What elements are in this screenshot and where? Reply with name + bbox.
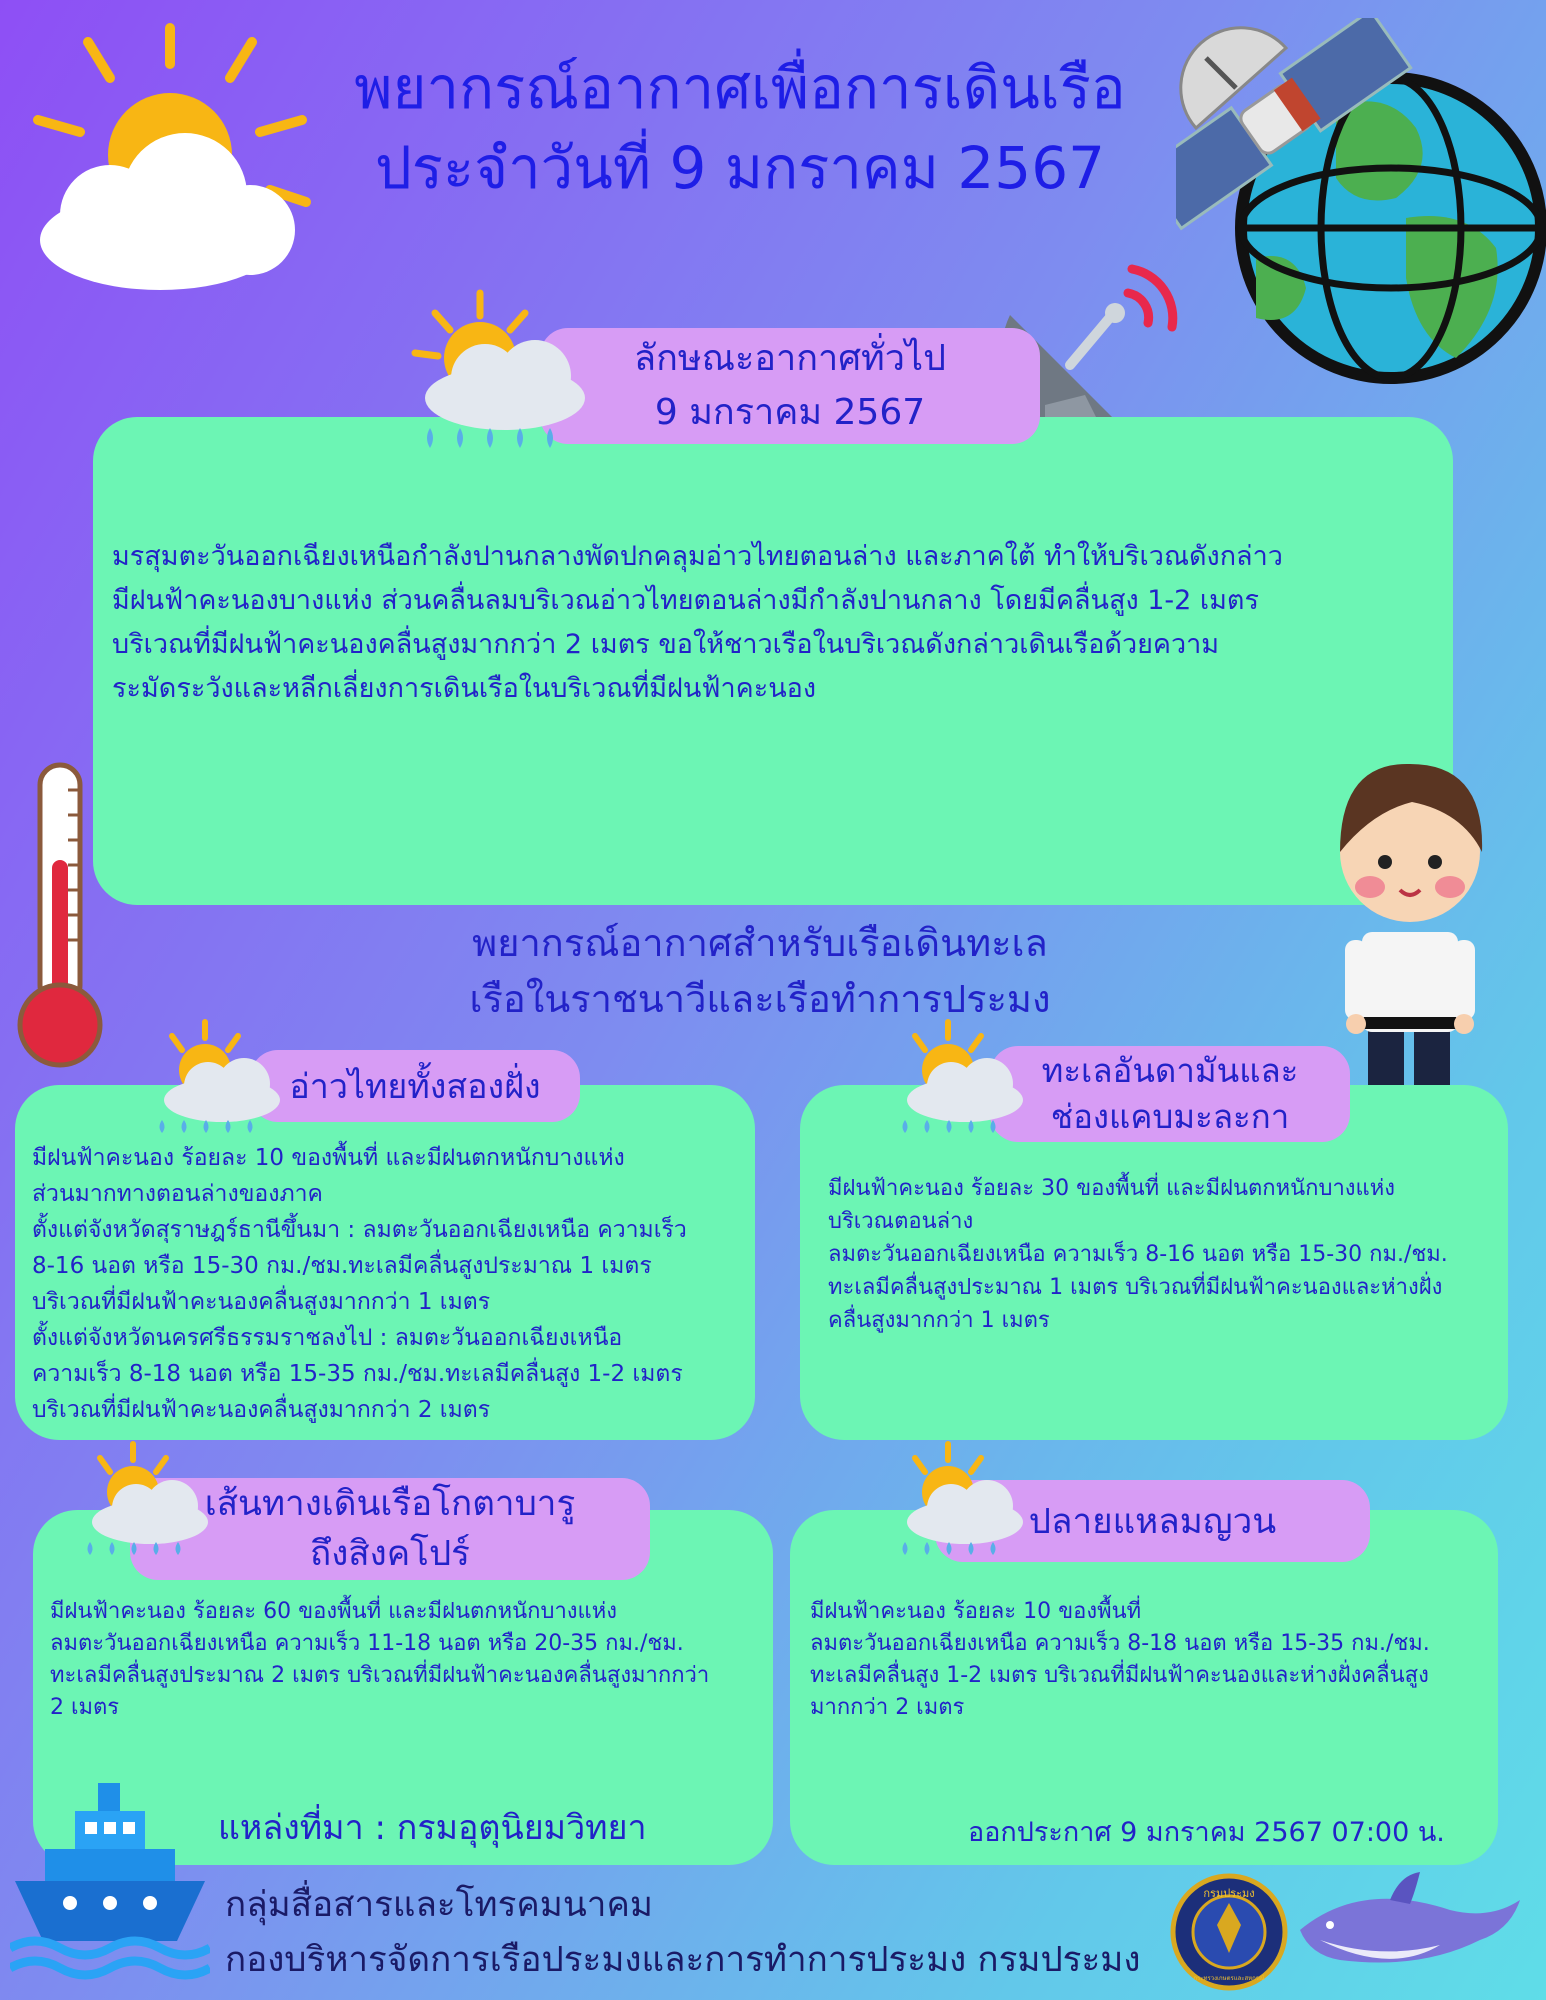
- title-line-2: ประจำวันที่ 9 มกราคม 2567: [374, 134, 1106, 202]
- kota-line: ลมตะวันออกเฉียงเหนือ ความเร็ว 11-18 นอต หรือ 20-35 กม./ชม.: [50, 1631, 684, 1656]
- source-text: แหล่งที่มา : กรมอุตุนิยมวิทยา: [218, 1808, 647, 1848]
- sun-cloud-icon: [20, 20, 320, 300]
- gulf-label: [250, 1050, 580, 1122]
- gulf-line: ความเร็ว 8-18 นอต หรือ 15-35 กม./ชม.ทะเลมีคลื่นสูง 1-2 เมตร: [32, 1361, 683, 1387]
- orca-icon: [1290, 1870, 1540, 1990]
- andaman-label-line-1: ทะเลอันดามันและ: [1041, 1051, 1299, 1090]
- kota-label-line-1: เส้นทางเดินเรือโกตาบารู: [204, 1484, 576, 1524]
- gulf-line: ตั้งแต่จังหวัดนครศรีธรรมราชลงไป : ลมตะวันออกเฉียงเหนือ: [32, 1325, 623, 1351]
- logo-top-text: กรมประมง: [1203, 1887, 1255, 1900]
- ship-icon: [10, 1778, 210, 1983]
- rain-cloud-icon: [893, 1018, 1023, 1133]
- issued-text: ออกประกาศ 9 มกราคม 2567 07:00 น.: [968, 1817, 1445, 1848]
- rain-cloud-icon: [150, 1018, 280, 1133]
- camau-line: มากกว่า 2 เมตร: [810, 1695, 965, 1720]
- andaman-line: บริเวณตอนล่าง: [828, 1209, 974, 1234]
- andaman-line: มีฝนฟ้าคะนอง ร้อยละ 30 ของพื้นที่ และมีฝนตกหนักบางแห่ง: [828, 1176, 1395, 1201]
- gulf-line: ส่วนมากทางตอนล่างของภาค: [32, 1181, 323, 1207]
- rain-cloud-icon: [893, 1440, 1023, 1555]
- camau-label-text: ปลายแหลมญวน: [1028, 1501, 1277, 1542]
- forecast-heading-line-1: พยากรณ์อากาศสำหรับเรือเดินทะเล: [472, 921, 1048, 965]
- department-logo: [1170, 1873, 1288, 1991]
- title-line-1: พยากรณ์อากาศเพื่อการเดินเรือ: [354, 54, 1126, 122]
- footer-line-1: กลุ่มสื่อสารและโทรคมนาคม: [225, 1885, 653, 1925]
- kota-line: มีฝนฟ้าคะนอง ร้อยละ 60 ของพื้นที่ และมีฝนตกหนักบางแห่ง: [50, 1599, 617, 1624]
- gulf-line: ตั้งแต่จังหวัดสุราษฎร์ธานีขึ้นมา : ลมตะวันออกเฉียงเหนือ ความเร็ว: [32, 1217, 687, 1243]
- andaman-line: ลมตะวันออกเฉียงเหนือ ความเร็ว 8-16 นอต หรือ 15-30 กม./ชม.: [828, 1242, 1448, 1267]
- general-condition-heading: [540, 328, 1040, 444]
- page-title: [300, 48, 1180, 208]
- kota-line: 2 เมตร: [50, 1695, 120, 1720]
- footer-line-2: กองบริหารจัดการเรือประมงและการทำการประมง กรมประมง: [225, 1940, 1141, 1980]
- general-line: ระมัดระวังและหลีกเลี่ยงการเดินเรือในบริเวณที่มีฝนฟ้าคะนอง: [112, 673, 817, 704]
- gulf-text: [32, 1140, 747, 1428]
- logo-bottom-text: กระทรวงเกษตรและสหกรณ์: [1193, 1975, 1265, 1982]
- general-condition-text: [112, 535, 1432, 711]
- general-line: มีฝนฟ้าคะนองบางแห่ง ส่วนคลื่นลมบริเวณอ่าวไทยตอนล่างมีกำลังปานกลาง โดยมีคลื่นสูง 1-2 เมตร: [112, 585, 1259, 616]
- andaman-text: [828, 1172, 1498, 1337]
- kota-label: [130, 1478, 650, 1580]
- rain-cloud-icon: [78, 1440, 208, 1555]
- gulf-line: มีฝนฟ้าคะนอง ร้อยละ 10 ของพื้นที่ และมีฝนตกหนักบางแห่ง: [32, 1145, 625, 1171]
- gulf-line: บริเวณที่มีฝนฟ้าคะนองคลื่นสูงมากกว่า 2 เมตร: [32, 1397, 491, 1423]
- andaman-line: คลื่นสูงมากกว่า 1 เมตร: [828, 1308, 1050, 1333]
- general-line: บริเวณที่มีฝนฟ้าคะนองคลื่นสูงมากกว่า 2 เมตร ขอให้ชาวเรือในบริเวณดังกล่าวเดินเรือด้วยความ: [112, 629, 1220, 660]
- gulf-line: บริเวณที่มีฝนฟ้าคะนองคลื่นสูงมากกว่า 1 เมตร: [32, 1289, 491, 1315]
- general-line: มรสุมตะวันออกเฉียงเหนือกำลังปานกลางพัดปกคลุมอ่าวไทยตอนล่าง และภาคใต้ ทำให้บริเวณดังกล่าว: [112, 541, 1283, 572]
- andaman-label-line-2: ช่องแคบมะละกา: [1050, 1097, 1290, 1136]
- andaman-line: ทะเลมีคลื่นสูงประมาณ 1 เมตร บริเวณที่มีฝนฟ้าคะนองและห่างฝั่ง: [828, 1275, 1443, 1300]
- kota-line: ทะเลมีคลื่นสูงประมาณ 2 เมตร บริเวณที่มีฝนฟ้าคะนองคลื่นสูงมากกว่า: [50, 1663, 710, 1688]
- camau-line: ลมตะวันออกเฉียงเหนือ ความเร็ว 8-18 นอต หรือ 15-35 กม./ชม.: [810, 1631, 1430, 1656]
- camau-line: มีฝนฟ้าคะนอง ร้อยละ 10 ของพื้นที่: [810, 1599, 1142, 1624]
- gulf-label-text: อ่าวไทยทั้งสองฝั่ง: [289, 1067, 541, 1107]
- thermometer-icon: [10, 760, 110, 1080]
- camau-line: ทะเลมีคลื่นสูง 1-2 เมตร บริเวณที่มีฝนฟ้าคะนองและห่างฝั่งคลื่นสูง: [810, 1663, 1429, 1688]
- forecast-heading-line-2: เรือในราชนาวีและเรือทำการประมง: [469, 977, 1051, 1021]
- camau-text: [810, 1596, 1490, 1724]
- footer: [225, 1878, 1140, 1988]
- general-heading-line-2: 9 มกราคม 2567: [654, 392, 926, 433]
- kota-label-line-2: ถึงสิงคโปร์: [310, 1534, 470, 1574]
- globe-satellite-icon: [1176, 18, 1546, 398]
- rain-cloud-icon: [410, 288, 590, 458]
- andaman-label: [990, 1046, 1350, 1142]
- gulf-line: 8-16 นอต หรือ 15-30 กม./ชม.ทะเลมีคลื่นสูงประมาณ 1 เมตร: [32, 1253, 652, 1279]
- kota-text: [50, 1596, 765, 1724]
- general-heading-line-1: ลักษณะอากาศทั่วไป: [634, 338, 946, 379]
- forecast-heading: [300, 915, 1220, 1027]
